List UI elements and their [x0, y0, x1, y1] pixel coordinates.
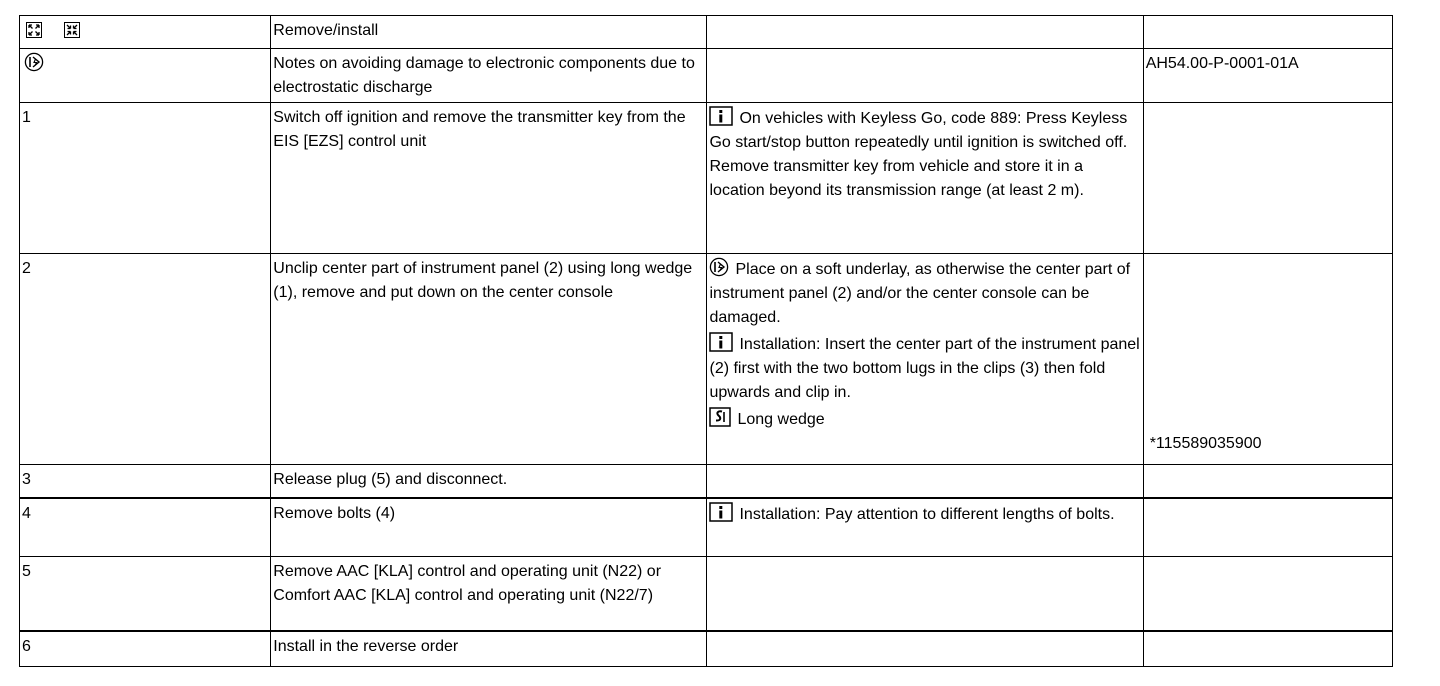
header-row [20, 16, 1393, 49]
notes-cell [707, 465, 1143, 498]
reference-cell [1143, 103, 1392, 254]
info-icon [709, 502, 733, 522]
note-text: Installation: Insert the center part of the instrument panel (2) first with the two bottom lugs in the clips (3) then fold upwards and clip in. [709, 336, 1140, 401]
reference-cell [1143, 465, 1392, 498]
note-item [709, 502, 1140, 527]
table-row [20, 254, 1393, 465]
action-cell: Unclip center part of instrument panel (2) using long wedge (1), remove and put down on the center console [271, 254, 707, 465]
action-cell: Notes on avoiding damage to electronic components due to electrostatic discharge [271, 49, 707, 103]
reference-cell [1143, 557, 1392, 631]
procedure-table [19, 15, 1393, 667]
note-text: Place on a soft underlay, as otherwise the center part of instrument panel (2) and/or the center console can be damaged. [709, 261, 1131, 326]
notes-cell [707, 254, 1143, 465]
step-number: 6 [20, 631, 271, 667]
note-text: Installation: Pay attention to different lengths of bolts. [739, 505, 1115, 523]
electrostatic-warning-icon [24, 52, 44, 72]
reference-link[interactable]: AH54.00-P-0001-01A [1143, 49, 1392, 103]
special-tool-icon [709, 407, 731, 427]
note-item [709, 407, 1140, 432]
step-number: 2 [20, 254, 271, 465]
notes-cell [707, 498, 1143, 557]
step-cell [20, 49, 271, 103]
notes-cell [707, 557, 1143, 631]
note-item [709, 106, 1140, 203]
expand-arrows-icon[interactable] [26, 22, 42, 38]
header-empty-cell [707, 16, 1143, 49]
reference-cell [1143, 254, 1392, 465]
step-number: 4 [20, 498, 271, 557]
table-row [20, 631, 1393, 667]
table-row [20, 557, 1393, 631]
action-cell: Install in the reverse order [271, 631, 707, 667]
action-cell: Remove bolts (4) [271, 498, 707, 557]
special-tool-number[interactable]: *115589035900 [1149, 435, 1262, 452]
reference-cell [1143, 631, 1392, 667]
notes-cell [707, 103, 1143, 254]
notes-cell [707, 631, 1143, 667]
note-text: Long wedge [737, 411, 825, 428]
info-icon [709, 106, 733, 126]
table-row-esd [20, 49, 1393, 103]
reference-cell [1143, 498, 1392, 557]
note-item [709, 332, 1140, 405]
note-text: On vehicles with Keyless Go, code 889: Press Keyless Go start/stop button repeatedly until ignition is switched off. Remove transmitter key from vehicle and store it in a location beyond its transmission range (at least 2 m). [709, 110, 1128, 199]
note-item [709, 257, 1140, 330]
electrostatic-warning-icon [709, 257, 729, 277]
notes-cell [707, 49, 1143, 103]
header-title: Remove/install [271, 16, 707, 49]
header-empty-cell [1143, 16, 1392, 49]
step-number: 5 [20, 557, 271, 631]
table-row [20, 103, 1393, 254]
info-icon [709, 332, 733, 352]
action-cell: Remove AAC [KLA] control and operating unit (N22) or Comfort AAC [KLA] control and operating unit (N22/7) [271, 557, 707, 631]
action-cell: Release plug (5) and disconnect. [271, 465, 707, 498]
table-row [20, 498, 1393, 557]
collapse-arrows-icon[interactable] [64, 22, 80, 38]
header-icons-cell [20, 16, 271, 49]
step-number: 3 [20, 465, 271, 498]
table-row [20, 465, 1393, 498]
action-cell: Switch off ignition and remove the transmitter key from the EIS [EZS] control unit [271, 103, 707, 254]
step-number: 1 [20, 103, 271, 254]
